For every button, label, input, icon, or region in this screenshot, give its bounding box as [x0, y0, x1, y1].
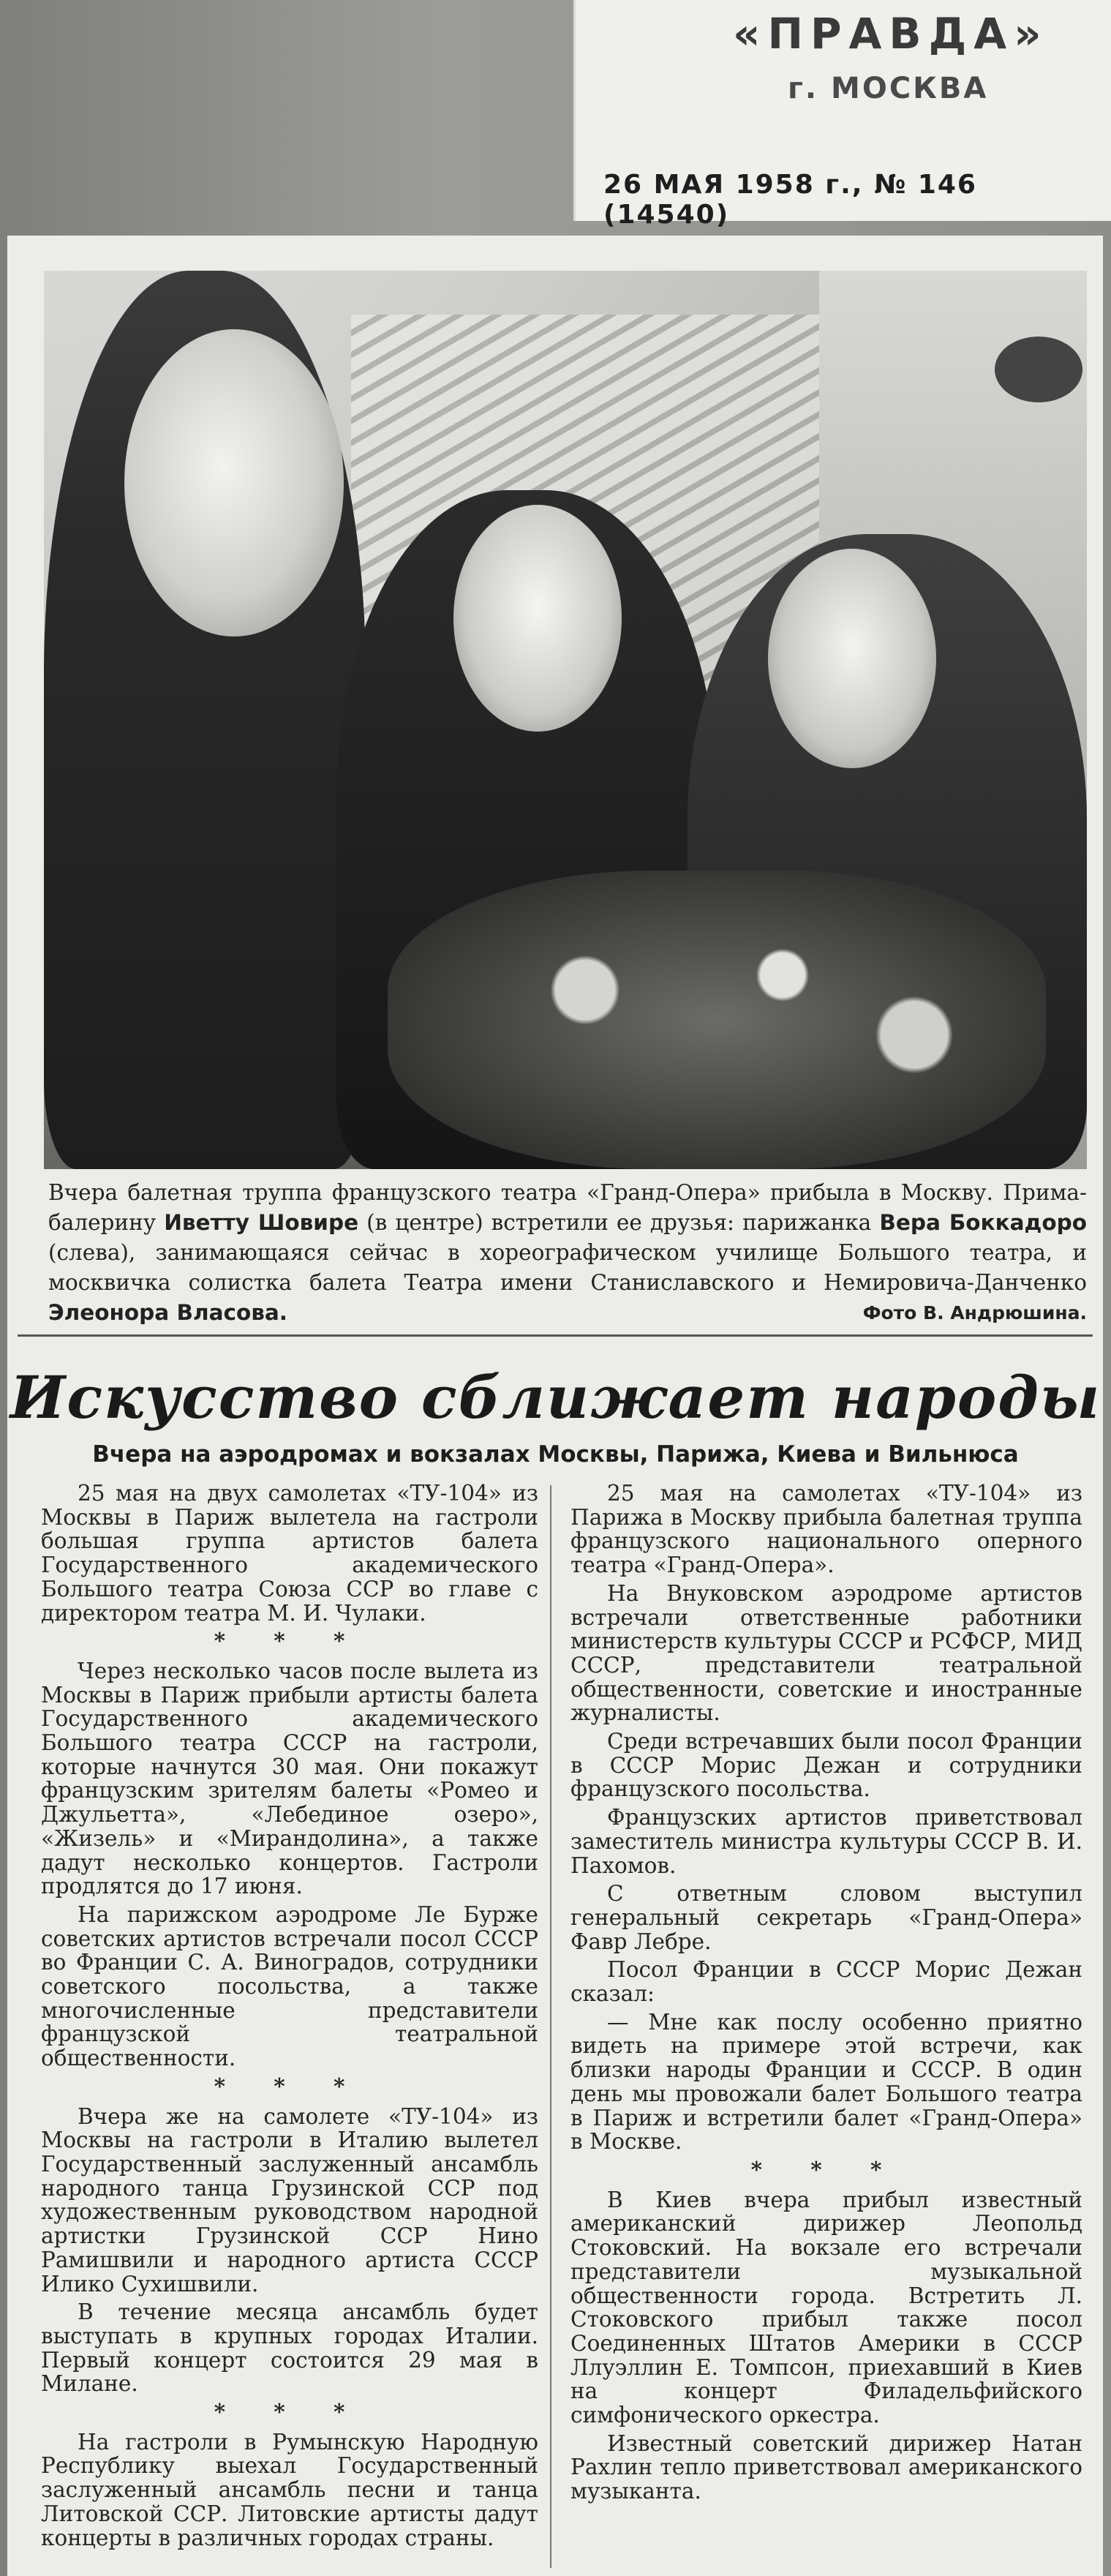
newspaper-stamp — [573, 0, 1111, 230]
article-subhead: Вчера на аэродромах и вокзалах Москвы, Парижа, Киева и Вильнюса — [92, 1441, 1019, 1468]
article-column-right — [570, 1482, 1082, 2508]
section-separator: * * * — [214, 2399, 366, 2425]
paragraph: В течение месяца ансамбль будет выступать в крупных городах Италии. Первый концерт состоится 29 мая в Милане. — [41, 2299, 538, 2397]
photo-airplane-window — [995, 337, 1082, 402]
paragraph: Среди встречавших были посол Франции в СССР Морис Дежан и сотрудники французского посольства. — [570, 1729, 1082, 1802]
divider-rule — [18, 1334, 1093, 1337]
paragraph: В Киев вчера прибыл известный американский дирижер Леопольд Стоковский. На вокзале его встречали представители музыкальной общественности города. Встретить Л. Стоковского прибыл также посол Соединенных Штатов Америки в СССР Ллуэллин Е. Томпсон, приехавший в Киев на концерт Филадельфийского симфонического оркестра. — [570, 2187, 1082, 2428]
paper-city: г. МОСКВА — [788, 72, 989, 105]
paragraph: Французских артистов приветствовал заместитель министра культуры СССР В. И. Пахомов. — [570, 1805, 1082, 1878]
caption-text-2: (в центре) встретили ее друзья: парижанка — [358, 1210, 880, 1235]
paragraph: На гастроли в Румынскую Народную Республику выехал Государственный заслуженный ансамбль песни и танца Литовской ССР. Литовские артисты дадут концерты в различных городах страны. — [41, 2429, 538, 2550]
caption-name-3: Элеонора Власова. — [48, 1300, 288, 1325]
column-divider — [550, 1485, 551, 2568]
section-separator: * * * — [214, 2073, 366, 2099]
issue-line: 26 МАЯ 1958 г., № 146 (14540) — [603, 170, 977, 230]
news-photo — [44, 271, 1087, 1169]
paragraph: Посол Франции в СССР Морис Дежан сказал: — [570, 1957, 1082, 2007]
section-separator: * * * — [214, 1628, 366, 1654]
paragraph: Вчера же на самолете «ТУ-104» из Москвы на гастроли в Италию вылетел Государственный заслуженный ансамбль народного танца Грузинской ССР под художественным руководством народной артистки Грузинской ССР Нино Рамишвили и народного артиста СССР Илико Сухишвили. — [41, 2103, 538, 2297]
quote-paragraph: — Мне как послу особенно приятно видеть на примере этой встречи, как близки народы Франции и СССР. В один день мы провожали балет Большого театра в Париж и встретили балет «Гранд-Опера» в Москве. — [570, 2009, 1082, 2155]
paragraph: С ответным словом выступил генеральный секретарь «Гранд-Опера» Фавр Лебре. — [570, 1881, 1082, 1954]
photo-face-center — [453, 505, 622, 732]
section-separator: * * * — [750, 2156, 903, 2182]
paragraph: Известный советский дирижер Натан Рахлин тепло приветствовал американского музыканта. — [570, 2430, 1082, 2504]
caption-name-1: Иветту Шовире — [164, 1210, 359, 1235]
paragraph: Через несколько часов после вылета из Москвы в Париж прибыли артисты балета Государственного академического Большого театра СССР на гастроли, которые начнутся 30 мая. Они покажут французским зрителям балеты «Ромео и Джульетта», «Лебединое озеро», «Жизель» и «Мирандолина», а также дадут несколько концертов. Гастроли продлятся до 17 июня. — [41, 1658, 538, 1899]
article-column-left — [41, 1482, 538, 2554]
paragraph: На парижском аэродроме Ле Бурже советских артистов встречали посол СССР во Франции С. А. Виноградов, сотрудники советского посольства, а также многочисленные представители французской театральной общественности. — [41, 1901, 538, 2071]
caption-name-2: Вера Боккадоро — [879, 1210, 1087, 1235]
paper-name: «ПРАВДА» — [733, 9, 1049, 59]
paragraph: 25 мая на двух самолетах «ТУ-104» из Москвы в Париж вылетела на гастроли большая группа артистов балета Государственного академического Большого театра Союза ССР во главе с директором театра М. И. Чулаки. — [41, 1481, 538, 1626]
photo-flowers — [388, 871, 1046, 1169]
photo-face-left — [124, 329, 344, 637]
article-headline: Искусство сближает народы — [10, 1363, 1101, 1432]
photo-credit: Фото В. Андрюшина. — [862, 1302, 1087, 1323]
photo-face-right — [768, 549, 936, 768]
caption-text-1: Вчера балетная труппа французского театра «Гранд-Опера» прибыла в Москву. Прима-балерину — [48, 1180, 1087, 1235]
caption-text-3: (слева), занимающаяся сейчас в хореографическом училище Большого театра, и москвичка солистка балета Театра имени Станиславского и Немировича-Данченко — [48, 1240, 1087, 1295]
photo-caption — [48, 1178, 1087, 1328]
paragraph: 25 мая на самолетах «ТУ-104» из Парижа в Москву прибыла балетная труппа французского национального оперного театра «Гранд-Опера». — [570, 1481, 1082, 1578]
paragraph: На Внуковском аэродроме артистов встречали ответственные работники министерств культуры СССР и РСФСР, МИД СССР, представители театральной общественности, советские и иностранные журналисты. — [570, 1580, 1082, 1726]
